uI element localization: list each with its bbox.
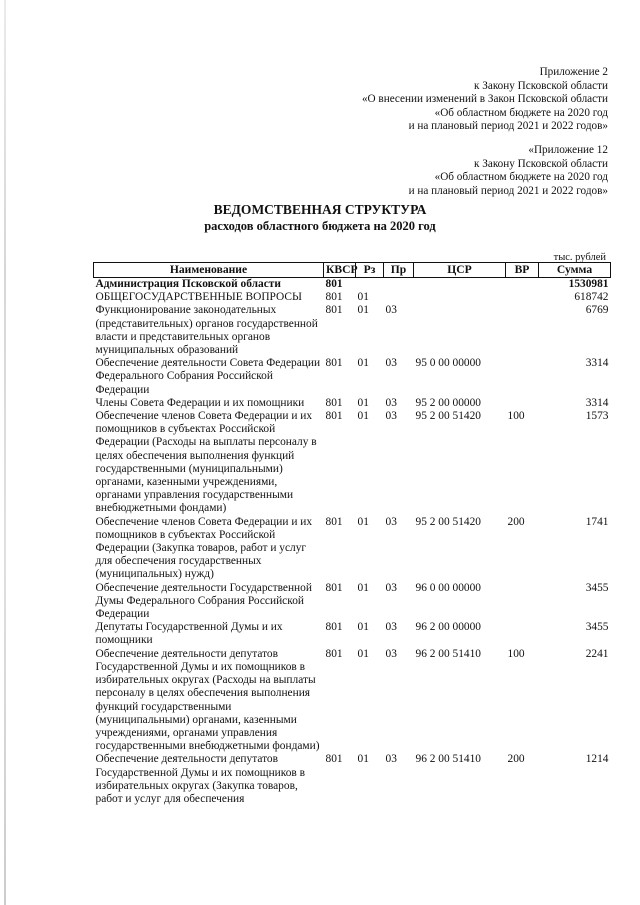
row-name: Обеспечение членов Совета Федерации и их помощников в субъектах Российской Федерации (Расходы на выплаты персоналу в целях обеспечения выполнения функций государственными (муниципальными) органами, казенными учреждениями, органами управления государственными внебюджетными фондами): [95, 410, 317, 515]
appendix12-line: «Приложение 12: [528, 144, 608, 156]
expenditure-table: [93, 262, 611, 806]
row-pr: [384, 278, 414, 292]
row-rz: 01: [357, 291, 369, 304]
row-vr: [506, 357, 539, 397]
row-vr: [506, 397, 539, 410]
header-rz: Рз: [356, 263, 384, 278]
row-pr: 03: [385, 621, 397, 634]
row-name: Обеспечение деятельности депутатов Государственной Думы и их помощников в избирательных округах (Расходы на выплаты персоналу в целях обеспечения выполнения функций государственными (муниципальными) органами, казенными учреждениями, органами управления государственными внебюджетными фондами): [95, 647, 320, 753]
row-kvsr: 801: [325, 304, 343, 317]
row-sum: 1741: [585, 515, 609, 528]
row-rz: 01: [357, 396, 369, 409]
units-label: тыс. рублей: [553, 252, 606, 263]
appendix-line: и на плановый период 2021 и 2022 годов»: [408, 120, 608, 133]
title-line-2: расходов областного бюджета на 2020 год: [204, 219, 436, 233]
row-vr: [506, 304, 539, 357]
row-pr: 03: [385, 581, 397, 594]
row-vr: 100: [507, 410, 525, 423]
row-rz: 01: [357, 304, 369, 317]
row-vr: [506, 291, 539, 304]
row-rz: 01: [357, 410, 369, 423]
row-sum: 1214: [585, 753, 609, 766]
appendix-line: Приложение 2: [539, 66, 608, 78]
row-pr: [384, 291, 414, 304]
row-rz: 01: [357, 357, 369, 370]
row-name: Депутаты Государственной Думы и их помощники: [95, 621, 283, 647]
header-kvsr: КВСР: [324, 263, 356, 278]
table-row: [94, 304, 611, 357]
title-line-1: ВЕДОМСТВЕННАЯ СТРУКТУРА: [213, 202, 427, 217]
scan-edge: [4, 0, 6, 905]
row-sum: 3314: [585, 396, 609, 409]
row-csr: 95 0 00 00000: [415, 357, 481, 370]
header-pr: Пр: [384, 263, 414, 278]
row-kvsr: 801: [325, 581, 343, 594]
row-pr: 03: [385, 304, 397, 317]
row-csr: 95 2 00 51420: [415, 515, 481, 528]
row-name: Администрация Псковской области: [95, 278, 281, 290]
table-row: [94, 621, 611, 647]
row-csr: [414, 278, 506, 292]
appendix-header: [362, 66, 608, 134]
row-vr: 200: [507, 515, 525, 528]
row-name: Обеспечение деятельности Совета Федерации Федерального Собрания Российской Федерации: [95, 357, 321, 396]
row-csr: [414, 304, 506, 357]
row-name: Обеспечение членов Совета Федерации и их помощников в субъектах Российской Федерации (Закупка товаров, работ и услуг для обеспечения государственных (муниципальных) нужд): [95, 515, 313, 581]
row-sum: 6769: [585, 304, 609, 317]
row-rz: 01: [357, 621, 369, 634]
row-sum: 3455: [585, 581, 609, 594]
row-sum: 1573: [585, 410, 609, 423]
row-kvsr: 801: [325, 515, 343, 528]
table-row: [94, 648, 611, 754]
row-csr: 95 2 00 51420: [415, 410, 481, 423]
appendix-line: «О внесении изменений в Закон Псковской области: [361, 93, 608, 106]
table-row: [94, 397, 611, 410]
appendix12-line: к Закону Псковской области: [474, 157, 608, 170]
header-name: Наименование: [94, 263, 324, 278]
header-vr: ВР: [506, 263, 539, 278]
row-kvsr: 801: [325, 396, 343, 409]
row-name: Функционирование законодательных (представительных) органов государственной власти и представительных органов муниципальных образований: [95, 304, 318, 357]
row-pr: 03: [385, 515, 397, 528]
row-kvsr: 801: [325, 647, 343, 660]
header-sum: Сумма: [539, 263, 611, 278]
row-name: ОБЩЕГОСУДАРСТВЕННЫЕ ВОПРОСЫ: [95, 291, 302, 304]
row-pr: 03: [385, 410, 397, 423]
row-sum: 3314: [585, 357, 609, 370]
appendix12-header: [409, 144, 608, 198]
row-kvsr: 801: [325, 291, 343, 304]
table-row: [94, 582, 611, 622]
row-name: Обеспечение деятельности Государственной Думы Федерального Собрания Российской Федерации: [95, 581, 312, 621]
row-csr: 96 2 00 51410: [415, 647, 481, 660]
table-row: [94, 357, 611, 397]
table-row: [94, 278, 611, 292]
appendix-line: к Закону Псковской области: [474, 79, 608, 92]
row-name: Обеспечение деятельности депутатов Государственной Думы и их помощников в избирательных округах (Закупка товаров, работ и услуг для обеспечения: [95, 753, 306, 805]
row-pr: 03: [385, 357, 397, 370]
row-sum: 1530981: [568, 278, 609, 290]
row-csr: 96 2 00 51410: [415, 753, 481, 766]
row-sum: 3455: [585, 621, 609, 634]
table-row: [94, 753, 611, 806]
table-row: [94, 291, 611, 304]
row-name: Члены Совета Федерации и их помощники: [95, 396, 305, 409]
row-csr: 95 2 00 00000: [415, 396, 481, 409]
row-csr: [414, 291, 506, 304]
row-vr: [506, 582, 539, 622]
row-kvsr: 801: [325, 410, 343, 423]
row-kvsr: 801: [325, 357, 343, 370]
header-csr: ЦСР: [414, 263, 506, 278]
row-vr: 100: [507, 647, 525, 660]
row-sum: 618742: [574, 291, 609, 304]
row-vr: 200: [507, 753, 525, 766]
row-kvsr: 801: [325, 621, 343, 634]
row-rz: 01: [357, 581, 369, 594]
row-kvsr: 801: [325, 278, 343, 290]
document-title: [0, 201, 640, 235]
table-header-row: [94, 263, 611, 278]
row-vr: [506, 621, 539, 647]
row-rz: [356, 278, 384, 292]
row-rz: 01: [357, 753, 369, 766]
row-csr: 96 2 00 00000: [415, 621, 481, 634]
appendix12-line: «Об областном бюджете на 2020 год: [434, 171, 608, 184]
row-rz: 01: [357, 515, 369, 528]
row-rz: 01: [357, 647, 369, 660]
appendix12-line: и на плановый период 2021 и 2022 годов»: [408, 184, 608, 197]
row-csr: 96 0 00 00000: [415, 581, 481, 594]
row-pr: 03: [385, 753, 397, 766]
row-kvsr: 801: [325, 753, 343, 766]
row-pr: 03: [385, 396, 397, 409]
row-vr: [506, 278, 539, 292]
row-pr: 03: [385, 647, 397, 660]
table-row: [94, 516, 611, 582]
row-sum: 2241: [585, 647, 609, 660]
table-row: [94, 410, 611, 516]
appendix-line: «Об областном бюджете на 2020 год: [434, 106, 608, 119]
